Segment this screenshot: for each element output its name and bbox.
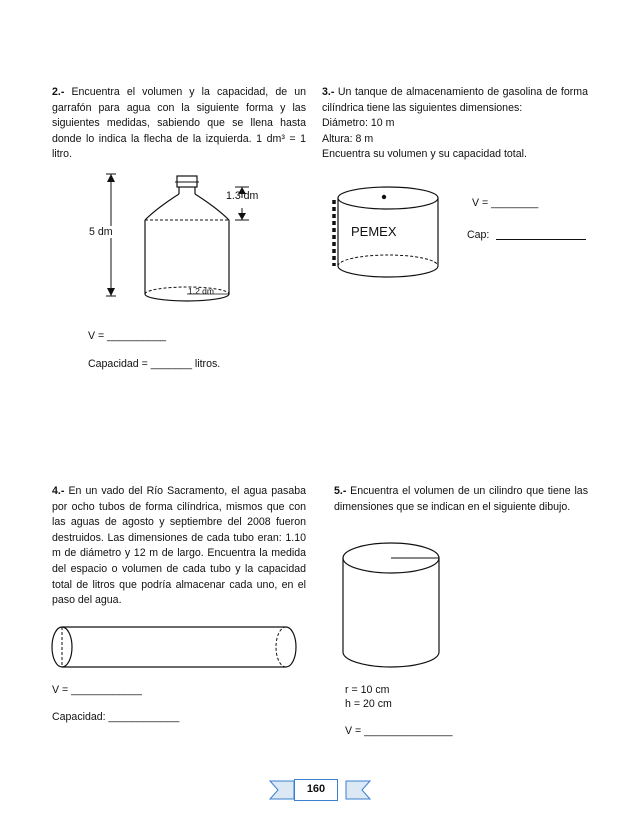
cylinder-diagram xyxy=(338,540,448,672)
problem-2-text: Encuentra el volumen y la capacidad, de un garrafón para agua con la siguiente forma y las siguientes medidas, sabiendo que se llena hasta donde lo indica la flecha de la izquierda. 1 dm³ = 1 litro. xyxy=(52,86,306,161)
problem-3-height: Altura: 8 m xyxy=(322,132,374,145)
problem-3-statement xyxy=(322,85,588,163)
tank-pemex-label: PEMEX xyxy=(351,224,397,239)
problem-5-volume-line: V = _______________ xyxy=(345,725,453,737)
page-number: 160 xyxy=(294,779,338,801)
problem-3-capacity-label: Cap: xyxy=(467,229,490,241)
problem-2-statement xyxy=(52,85,306,163)
problem-3-diameter: Diámetro: 10 m xyxy=(322,117,395,130)
problem-3-instruction: Encuentra su volumen y su capacidad total. xyxy=(322,148,527,161)
problem-5-statement xyxy=(334,484,588,515)
problem-5-radius: r = 10 cm xyxy=(345,684,390,696)
problem-4-statement xyxy=(52,484,306,609)
jug-radius-label: 1.2 dm xyxy=(188,286,214,296)
problem-4-capacity-line: Capacidad: ____________ xyxy=(52,711,180,723)
problem-4-number: 4.- xyxy=(52,485,65,497)
problem-2-number: 2.- xyxy=(52,86,65,98)
problem-3-text: Un tanque de almacenamiento de gasolina de forma cilíndrica tiene las siguientes dimensiones: xyxy=(322,86,588,114)
problem-4-text: En un vado del Río Sacramento, el agua pasaba por ocho tubos de forma cilíndrica, mismos que con las aguas de agosto y septiembre del 2008 fueron destruidos. Las dimensiones de cada tubo eran: 1.10 m de diámetro y 12 m de largo. Encuentra la medida del espacio o volumen de cada tubo y la capacidad total de litros que podría almacenar cada uno, en el paso del agua. xyxy=(52,485,306,607)
problem-5-text: Encuentra el volumen de un cilindro que tiene las dimensiones que se indican en el siguiente dibujo. xyxy=(334,485,588,513)
problem-3-capacity-line xyxy=(467,228,586,242)
problem-5-number: 5.- xyxy=(334,485,347,497)
problem-2-capacity-line: Capacidad = _______ litros. xyxy=(88,358,221,370)
problem-3-capacity-blank xyxy=(496,239,586,240)
problem-2-volume-line: V = __________ xyxy=(88,330,167,342)
problem-5-height: h = 20 cm xyxy=(345,698,392,710)
jug-neck-label: 1.3 dm xyxy=(226,190,259,202)
problem-3-volume-line: V = ________ xyxy=(472,197,539,209)
water-jug-diagram xyxy=(95,172,295,302)
pipe-diagram xyxy=(50,624,300,674)
problem-3-number: 3.- xyxy=(322,86,335,98)
jug-height-label: 5 dm xyxy=(89,226,113,238)
problem-4-volume-line: V = ____________ xyxy=(52,684,142,696)
